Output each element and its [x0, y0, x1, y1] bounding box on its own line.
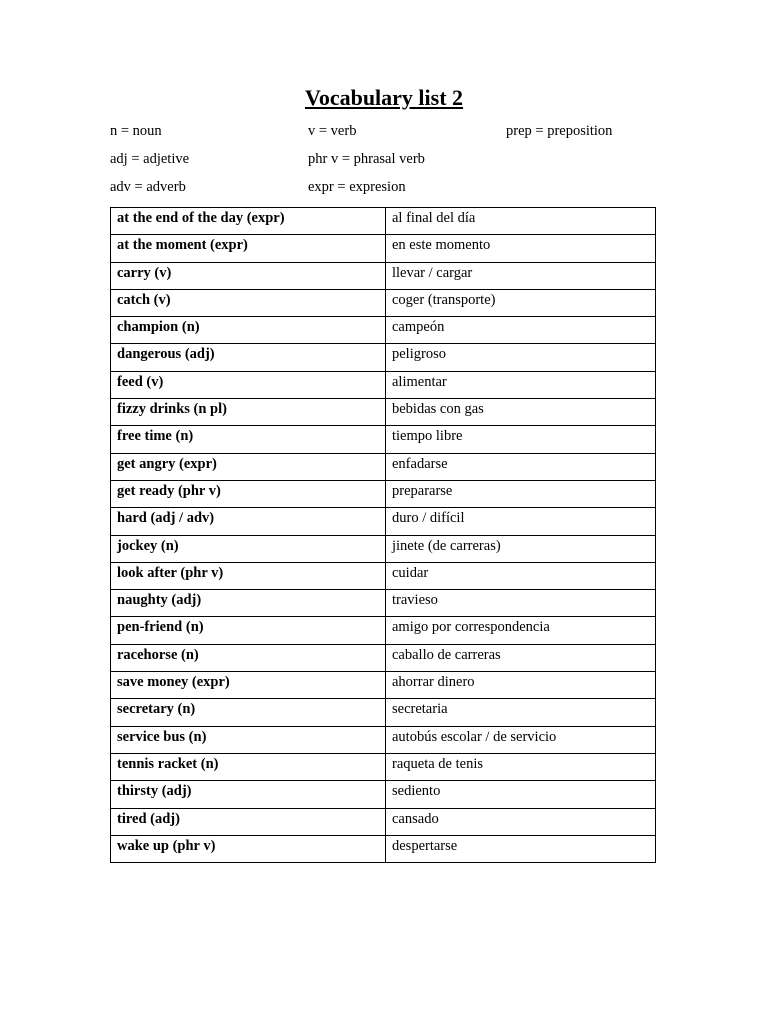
vocabulary-translation: ahorrar dinero — [386, 672, 656, 699]
abbreviation-verb: v = verb — [308, 123, 357, 139]
vocabulary-term: pen-friend (n) — [111, 617, 386, 644]
table-row — [111, 590, 656, 617]
vocabulary-term: dangerous (adj) — [111, 344, 386, 371]
table-row — [111, 726, 656, 753]
vocabulary-translation: cansado — [386, 808, 656, 835]
table-row — [111, 208, 656, 235]
vocabulary-translation: autobús escolar / de servicio — [386, 726, 656, 753]
table-row — [111, 371, 656, 398]
vocabulary-term: wake up (phr v) — [111, 835, 386, 862]
vocabulary-term: tired (adj) — [111, 808, 386, 835]
vocabulary-translation: raqueta de tenis — [386, 753, 656, 780]
table-row — [111, 835, 656, 862]
table-row — [111, 453, 656, 480]
vocabulary-translation: llevar / cargar — [386, 262, 656, 289]
table-row — [111, 781, 656, 808]
table-row — [111, 480, 656, 507]
vocabulary-term: at the moment (expr) — [111, 235, 386, 262]
vocabulary-translation: en este momento — [386, 235, 656, 262]
abbreviation-adjective: adj = adjetive — [110, 151, 190, 167]
vocabulary-term: save money (expr) — [111, 672, 386, 699]
abbreviation-phrasal-verb: phr v = phrasal verb — [308, 151, 425, 167]
table-row — [111, 289, 656, 316]
table-row — [111, 699, 656, 726]
vocabulary-term: service bus (n) — [111, 726, 386, 753]
vocabulary-term: feed (v) — [111, 371, 386, 398]
vocabulary-term: secretary (n) — [111, 699, 386, 726]
vocabulary-translation: al final del día — [386, 208, 656, 235]
vocabulary-table — [110, 207, 656, 863]
table-row — [111, 562, 656, 589]
table-row — [111, 399, 656, 426]
vocabulary-translation: secretaria — [386, 699, 656, 726]
abbreviation-adverb: adv = adverb — [110, 179, 186, 195]
vocabulary-term: fizzy drinks (n pl) — [111, 399, 386, 426]
vocabulary-translation: campeón — [386, 317, 656, 344]
vocabulary-translation: alimentar — [386, 371, 656, 398]
vocabulary-translation: prepararse — [386, 480, 656, 507]
vocabulary-translation: enfadarse — [386, 453, 656, 480]
abbreviation-noun: n = noun — [110, 123, 162, 139]
vocabulary-term: thirsty (adj) — [111, 781, 386, 808]
vocabulary-translation: duro / difícil — [386, 508, 656, 535]
table-row — [111, 235, 656, 262]
table-row — [111, 644, 656, 671]
vocabulary-translation: peligroso — [386, 344, 656, 371]
table-row — [111, 753, 656, 780]
vocabulary-term: carry (v) — [111, 262, 386, 289]
vocabulary-translation: cuidar — [386, 562, 656, 589]
table-row — [111, 262, 656, 289]
vocabulary-translation: travieso — [386, 590, 656, 617]
vocabulary-term: naughty (adj) — [111, 590, 386, 617]
vocabulary-translation: bebidas con gas — [386, 399, 656, 426]
table-row — [111, 317, 656, 344]
vocabulary-term: racehorse (n) — [111, 644, 386, 671]
vocabulary-term: tennis racket (n) — [111, 753, 386, 780]
abbreviation-preposition: prep = preposition — [506, 123, 613, 139]
vocabulary-term: jockey (n) — [111, 535, 386, 562]
vocabulary-translation: jinete (de carreras) — [386, 535, 656, 562]
vocabulary-term: free time (n) — [111, 426, 386, 453]
page-title: Vocabulary list 2 — [304, 85, 464, 110]
vocabulary-term: hard (adj / adv) — [111, 508, 386, 535]
table-row — [111, 344, 656, 371]
table-row — [111, 617, 656, 644]
vocabulary-term: catch (v) — [111, 289, 386, 316]
vocabulary-term: at the end of the day (expr) — [111, 208, 386, 235]
table-row — [111, 535, 656, 562]
vocabulary-translation: amigo por correspondencia — [386, 617, 656, 644]
vocabulary-translation: coger (transporte) — [386, 289, 656, 316]
abbreviation-expression: expr = expresion — [308, 179, 406, 195]
vocabulary-translation: caballo de carreras — [386, 644, 656, 671]
vocabulary-term: get angry (expr) — [111, 453, 386, 480]
vocabulary-table-body — [111, 208, 656, 863]
table-row — [111, 508, 656, 535]
vocabulary-term: champion (n) — [111, 317, 386, 344]
vocabulary-translation: sediento — [386, 781, 656, 808]
vocabulary-translation: despertarse — [386, 835, 656, 862]
table-row — [111, 672, 656, 699]
table-row — [111, 808, 656, 835]
vocabulary-term: look after (phr v) — [111, 562, 386, 589]
vocabulary-translation: tiempo libre — [386, 426, 656, 453]
vocabulary-term: get ready (phr v) — [111, 480, 386, 507]
table-row — [111, 426, 656, 453]
